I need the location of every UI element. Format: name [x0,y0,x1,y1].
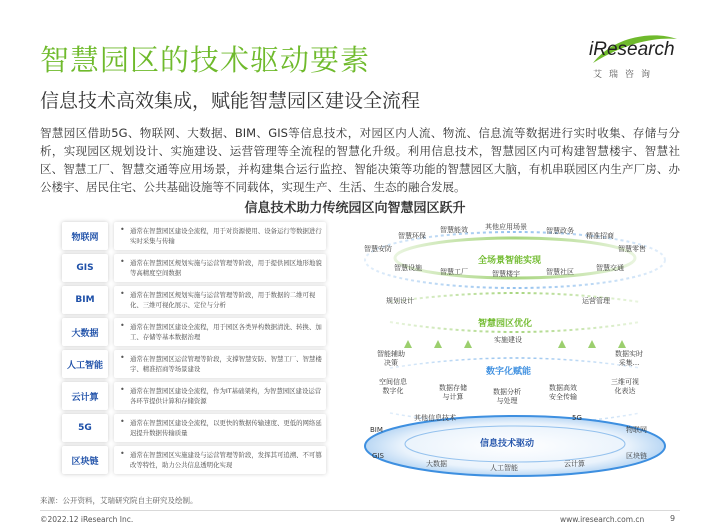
tech-row-iot [62,222,326,250]
tech-row-bigdata [62,318,326,346]
tech-label: 大数据 [62,318,108,346]
tech-label: 区块链 [62,446,108,474]
website-link[interactable]: www.iresearch.com.cn [560,515,645,524]
top-ring-title: 全场景智能实现 [478,256,542,266]
tech-desc: • 通常在智慧园区建设全流程，用于对资源使用、设备运行等数据进行实时采集与传输 [114,222,326,250]
empower-title: 数字化赋能 [486,367,532,377]
scene-label: 智慧设施 [394,264,422,272]
tech-node: 云计算 [564,460,585,468]
page-subtitle: 信息技术高效集成，赋能智慧园区建设全流程 [40,90,421,112]
tech-node: 5G [572,414,582,422]
tech-desc: • 通常在智慧园区规划实施与运营管理等阶段，用于数据的二维可视化、三维可视化展示、定位与分析 [114,286,326,314]
tech-label: 物联网 [62,222,108,250]
figure-title: 信息技术助力传统园区向智慧园区跃升 [244,201,466,216]
stage-label: 实施建设 [494,336,522,344]
footer-divider [40,510,680,511]
scene-label: 智慧工厂 [440,268,468,276]
tech-desc: • 通常在智慧园区实施建设与运营管理等阶段，发挥其可追溯、不可篡改等特性，助力公共信息透明化实现 [114,446,326,474]
logo-brand: iResearch [589,39,675,60]
empower-label: 三维可视化表达 [611,378,639,395]
tech-label: 云计算 [62,382,108,410]
tech-node: 人工智能 [490,464,518,472]
iresearch-logo [585,33,680,83]
tech-driven-title: 信息技术驱动 [480,439,535,449]
empower-label: 数据实时采集... [615,350,643,367]
tech-row-blockchain [62,446,326,474]
empower-label: 智能辅助决策 [377,350,405,367]
tech-node: 其他信息技术 [414,414,456,422]
page-title: 智慧园区的技术驱动要素 [40,43,371,77]
empower-label: 数据分析与处理 [493,388,521,405]
page-number: 9 [670,514,676,523]
tech-label: BIM [62,286,108,314]
tech-row-ai [62,350,326,378]
tech-node: 区块链 [626,452,647,460]
tech-row-bim [62,286,326,314]
scene-label: 智慧环保 [398,232,426,240]
tech-row-5g [62,414,326,442]
tech-desc: • 通常在智慧园区建设全流程，作为IT基础架构，为智慧园区建设运营各环节提供计算和存储资源 [114,382,326,410]
source-note: 来源：公开资料，艾瑞研究院自主研究及绘制。 [40,496,198,505]
scene-label: 智慧零售 [618,245,646,253]
scene-label: 智慧安防 [364,245,392,253]
intro-paragraph: 智慧园区借助5G、物联网、大数据、BIM、GIS等信息技术，对园区内人流、物流、信息流等数据进行实时收集、存储与分析，实现园区规划设计、实施建设、运营管理等全流程的智慧化升级。利用信息技术，智慧园区内可构建智慧楼宇、智慧社区、智慧工厂、智慧交通等应用场景，并构建集合运行监控、智能决策等功能的智慧园区大脑，有机串联园区内生产厂房、办公楼宇、居民住宅、公共基础设施等不同载体，实现生产、生活、生态的融合发展。 [40,126,680,194]
scene-label: 智慧楼宇 [492,270,520,278]
tech-desc: • 通常在智慧园区建设全流程，以更快的数据传输速度、更低的网络延迟提升数据传输质量 [114,414,326,442]
scene-label: 其他应用场景 [485,223,527,231]
scene-label: 智慧交通 [596,264,624,272]
tech-row-gis [62,254,326,282]
scene-label: 精准招商 [586,232,614,240]
tech-desc: • 通常在智慧园区运营管理等阶段，支撑智慧安防、智慧工厂、智慧楼宇、精准招商等场景建设 [114,350,326,378]
tech-node: 物联网 [626,426,647,434]
empower-label: 空间信息数字化 [379,378,407,395]
upgrade-diagram [350,218,680,484]
stage-label: 运营管理 [582,297,610,305]
tech-node: BIM [370,426,383,434]
tech-node: GIS [372,452,384,460]
tech-label: 5G [62,414,108,442]
optimization-title: 智慧园区优化 [478,319,533,329]
tech-label: GIS [62,254,108,282]
tech-label: 人工智能 [62,350,108,378]
tech-desc: • 通常在智慧园区规划实施与运营管理等阶段，用于提供园区地形地貌等高精度空间数据 [114,254,326,282]
scene-label: 智慧社区 [546,268,574,276]
empower-label: 数据存储与计算 [439,384,467,401]
tech-node: 大数据 [426,460,447,468]
copyright: ©2022.12 iResearch Inc. [40,515,134,524]
tech-desc: • 通常在智慧园区建设全流程，用于园区各类异构数据清洗、转换、加工、存储等基本数据治理 [114,318,326,346]
tech-row-cloud [62,382,326,410]
stage-label: 规划设计 [386,297,414,305]
logo-cn: 艾瑞咨询 [593,70,658,80]
scene-label: 智慧政务 [546,227,574,235]
scene-label: 智慧能效 [440,226,468,234]
empower-label: 数据高效安全传输 [549,384,577,401]
